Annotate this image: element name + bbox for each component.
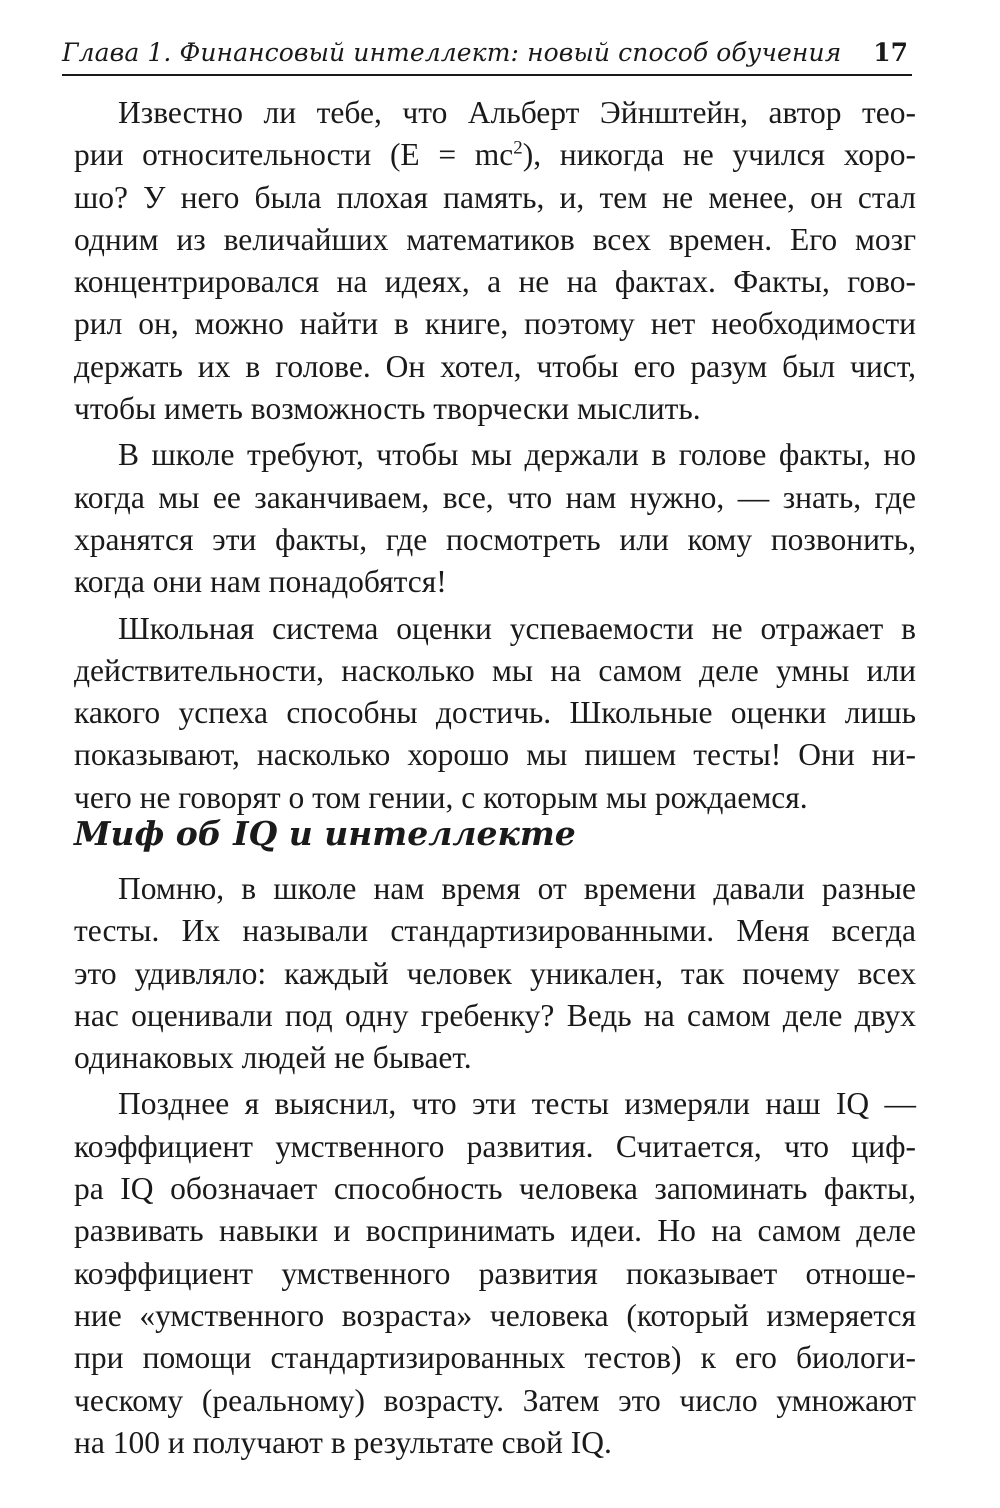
text-line: одним из величайших математиков всех времен. Его мозг: [74, 221, 916, 257]
paragraph: [74, 1083, 916, 1464]
text-line: когда мы ее заканчиваем, все, что нам нужно, — знать, где: [74, 479, 916, 515]
section-heading: Миф об IQ и интеллекте: [74, 814, 576, 853]
paragraph: [74, 608, 916, 819]
text-line: Школьная система оценки успеваемости не отражает в: [118, 610, 916, 646]
running-header: [62, 36, 912, 76]
text-line: тесты. Их называли стандартизированными. Меня всегда: [74, 913, 916, 949]
text-line: коэффициент умственного развития показывает отноше-: [74, 1255, 916, 1291]
superscript: 2: [513, 137, 523, 159]
text-fragment: рии относительности (E = mc: [74, 137, 514, 173]
text-line: Помню, в школе нам время от времени давали разные: [118, 871, 916, 906]
text-line: действительности, насколько мы на самом деле умны или: [74, 652, 916, 688]
text-line: Известно ли тебе, что Альберт Эйнштейн, автор тео-: [118, 95, 916, 130]
text-line: Позднее я выяснил, что эти тесты измеряли наш IQ —: [118, 1086, 916, 1122]
text-line: ческому (реальному) возрасту. Затем это число умножают: [74, 1382, 916, 1418]
text-line: когда они нам понадобятся!: [74, 564, 447, 600]
text-line: чего не говорят о том гении, с которым мы рождаемся.: [74, 779, 808, 815]
text-line: показывают, насколько хорошо мы пишем тесты! Они ни-: [74, 737, 916, 773]
text-line: нас оценивали под одну гребенку? Ведь на самом деле двух: [74, 997, 916, 1033]
text-line: развивать навыки и воспринимать идеи. Но на самом деле: [74, 1213, 916, 1249]
text-line: держать их в голове. Он хотел, чтобы его разум был чист,: [74, 348, 916, 384]
paragraph: [74, 434, 916, 603]
text-line: рил он, можно найти в книге, поэтому нет необходимости: [74, 306, 916, 342]
text-line: чтобы иметь возможность творчески мыслить.: [74, 391, 701, 427]
text-line: одинаковых людей не бывает.: [74, 1040, 472, 1076]
text-line: ра IQ обозначает способность человека запоминать факты,: [74, 1171, 916, 1207]
chapter-title: Глава 1. Финансовый интеллект: новый способ обучения: [62, 38, 842, 67]
text-line: В школе требуют, чтобы мы держали в голове факты, но: [118, 437, 916, 473]
text-line: шо? У него была плохая память, и, тем не менее, он стал: [74, 179, 916, 215]
text-line: [74, 134, 916, 176]
text-fragment: ), никогда не учился хоро-: [522, 137, 916, 173]
text-line: какого успеха способны достичь. Школьные оценки лишь: [74, 695, 916, 731]
text-line: это удивляло: каждый человек уникален, так почему всех: [74, 955, 916, 991]
section-intro: [74, 92, 916, 819]
paragraph: [74, 92, 916, 430]
page-number: 17: [873, 38, 908, 67]
text-line: на 100 и получают в результате свой IQ.: [74, 1424, 612, 1460]
text-line: при помощи стандартизированных тестов) к его биологи-: [74, 1340, 916, 1376]
text-line: ние «умственного возраста» человека (который измеряется: [74, 1297, 916, 1333]
text-line: концентрировался на идеях, а не на фактах. Факты, гово-: [74, 264, 916, 300]
paragraph: [74, 868, 916, 1079]
text-line: хранятся эти факты, где посмотреть или кому позвонить,: [74, 521, 916, 557]
section-iq-myth: [74, 868, 916, 1464]
text-line: коэффициент умственного развития. Считается, что циф-: [74, 1128, 916, 1164]
